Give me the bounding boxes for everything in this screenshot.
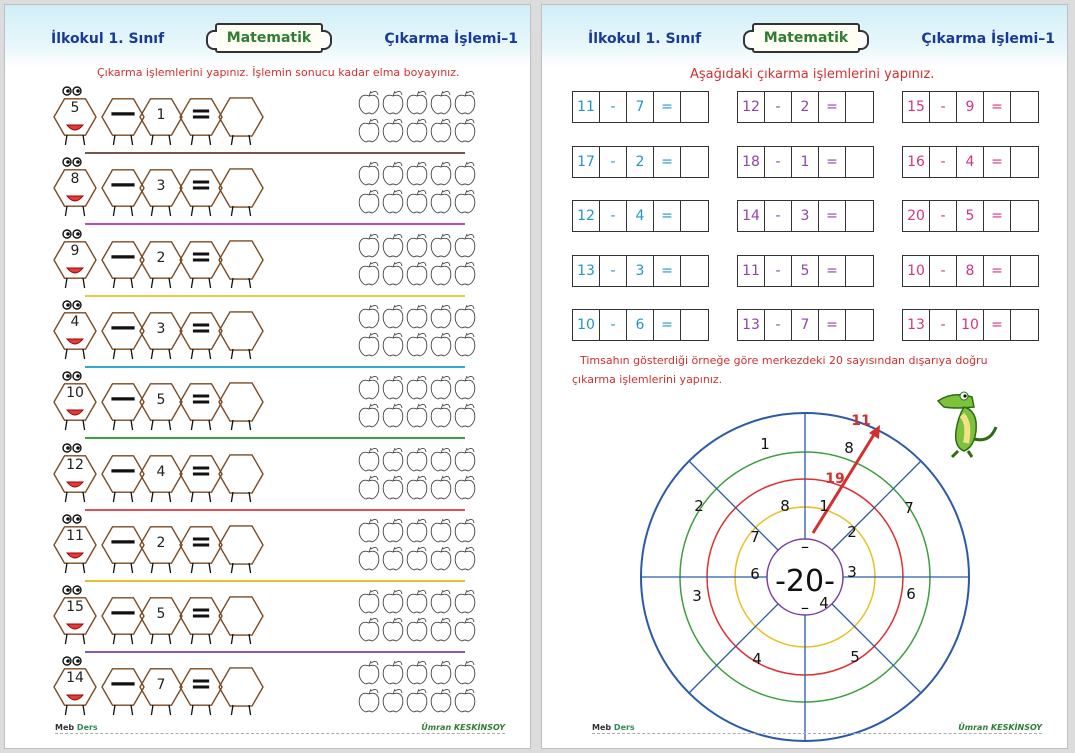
minus-sign: - xyxy=(765,147,792,177)
left-worksheet xyxy=(4,4,531,749)
equals-sign: = xyxy=(984,201,1011,231)
subtraction-box xyxy=(902,309,1039,341)
equals-sign: = xyxy=(654,92,681,122)
footer-brand: Meb Ders xyxy=(55,723,98,732)
subtraction-box xyxy=(572,255,709,287)
apple-group-icon xyxy=(357,588,477,644)
minus-sign: — xyxy=(110,597,136,628)
equals-sign: = xyxy=(190,99,212,129)
answer-cell[interactable] xyxy=(846,147,873,177)
minus-sign: - xyxy=(930,92,957,122)
equals-sign: = xyxy=(190,170,212,201)
inner-num: 3 xyxy=(847,563,857,581)
subject-label: Matematik xyxy=(215,23,323,53)
subtrahend: 4 xyxy=(627,201,654,231)
answer-cell[interactable] xyxy=(1011,310,1038,340)
ring-num: 7 xyxy=(904,499,914,517)
header-band xyxy=(5,5,530,67)
minus-sign: - xyxy=(765,92,792,122)
subtraction-box xyxy=(902,146,1039,178)
answer-cell[interactable] xyxy=(846,256,873,286)
apple-group-icon xyxy=(357,446,477,502)
apple-group-icon xyxy=(357,160,477,216)
answer-cell[interactable] xyxy=(681,310,708,340)
minuend: 5 xyxy=(70,100,80,116)
subtrahend: 5 xyxy=(156,392,166,409)
subtraction-box xyxy=(737,309,874,341)
exercise-row xyxy=(5,154,531,225)
instruction-text: Çıkarma işlemlerini yapınız. İşlemin sonucu kadar elma boyayınız. xyxy=(97,66,460,79)
grade-label: İlkokul 1. Sınıf xyxy=(588,31,702,47)
equals-sign: = xyxy=(984,147,1011,177)
instruction-wheel-line1: Timsahın gösterdiği örneğe göre merkezdeki 20 sayısından dışarıya doğru xyxy=(580,354,988,367)
equals-sign: = xyxy=(190,455,212,486)
answer-cell[interactable] xyxy=(1011,92,1038,122)
equals-sign: = xyxy=(984,256,1011,286)
equals-sign: = xyxy=(654,147,681,177)
exercise-row xyxy=(5,511,531,582)
answer-cell[interactable] xyxy=(681,201,708,231)
header-band xyxy=(542,5,1067,67)
equals-sign: = xyxy=(654,256,681,286)
answer-cell[interactable] xyxy=(1011,201,1038,231)
equals-sign: = xyxy=(654,201,681,231)
minuend: 13 xyxy=(738,310,765,340)
subtrahend: 4 xyxy=(156,463,166,480)
grade-label: İlkokul 1. Sınıf xyxy=(51,31,165,47)
subtrahend: 1 xyxy=(792,147,819,177)
subtrahend: 5 xyxy=(792,256,819,286)
minus-sign: — xyxy=(110,169,136,200)
minuend: 9 xyxy=(70,242,80,259)
exercise-row xyxy=(5,83,531,154)
subtraction-box xyxy=(737,91,874,123)
minuend: 20 xyxy=(903,201,930,231)
apple-group-icon xyxy=(357,232,477,288)
topic-label: Çıkarma İşlemi–1 xyxy=(921,31,1055,47)
minus-sign: - xyxy=(930,201,957,231)
answer-cell[interactable] xyxy=(1011,256,1038,286)
topic-label: Çıkarma İşlemi–1 xyxy=(384,31,518,47)
subtrahend: 1 xyxy=(156,107,166,123)
crocodile-icon xyxy=(934,387,1000,459)
instruction-wheel-line2: çıkarma işlemlerini yapınız. xyxy=(572,373,723,386)
minuend: 12 xyxy=(66,456,84,473)
minus-sign: - xyxy=(765,201,792,231)
ring-num: 5 xyxy=(850,648,860,666)
subtrahend: 7 xyxy=(627,92,654,122)
equals-sign: = xyxy=(190,384,212,415)
subtraction-wheel xyxy=(637,409,973,745)
subtraction-box xyxy=(572,91,709,123)
minuend: 12 xyxy=(573,201,600,231)
minuend: 18 xyxy=(738,147,765,177)
footer xyxy=(55,718,505,734)
minus-sign: - xyxy=(930,310,957,340)
exercise-row xyxy=(5,653,531,724)
minuend: 11 xyxy=(738,256,765,286)
inner-num: 6 xyxy=(750,565,760,583)
inner-num: 1 xyxy=(819,497,829,515)
subtrahend: 5 xyxy=(156,606,166,623)
exercise-row xyxy=(5,440,531,511)
answer-cell[interactable] xyxy=(1011,147,1038,177)
minuend: 10 xyxy=(573,310,600,340)
equals-sign: = xyxy=(190,241,212,272)
inner-num: 4 xyxy=(819,594,829,612)
apple-group-icon xyxy=(357,517,477,573)
subtrahend: 2 xyxy=(792,92,819,122)
minus-sign: - xyxy=(930,147,957,177)
ring-num: 3 xyxy=(692,587,702,605)
equals-sign: = xyxy=(819,310,846,340)
footer-author: Ümran KESKİNSOY xyxy=(421,723,505,732)
apple-group-icon xyxy=(357,303,477,359)
minuend: 14 xyxy=(66,670,84,687)
equals-sign: = xyxy=(819,256,846,286)
minuend: 10 xyxy=(66,385,84,402)
inner-num: 7 xyxy=(750,528,760,546)
minus-sign: - xyxy=(600,310,627,340)
minus-sign: — xyxy=(110,668,136,699)
subtraction-box xyxy=(902,200,1039,232)
subtrahend: 2 xyxy=(156,249,166,266)
apple-group-icon xyxy=(357,89,477,145)
minuend: 15 xyxy=(903,92,930,122)
subtrahend: 3 xyxy=(156,320,166,337)
subject-label: Matematik xyxy=(752,23,860,53)
answer-cell[interactable] xyxy=(681,256,708,286)
subtrahend: 8 xyxy=(957,256,984,286)
equals-sign: = xyxy=(984,92,1011,122)
minuend: 11 xyxy=(573,92,600,122)
example-middle: 19 xyxy=(825,471,845,487)
footer xyxy=(592,718,1042,734)
minuend: 4 xyxy=(70,313,80,330)
exercise-row xyxy=(5,582,531,653)
subtrahend: 6 xyxy=(627,310,654,340)
equals-sign: = xyxy=(819,201,846,231)
minuend: 16 xyxy=(903,147,930,177)
exercise-row xyxy=(5,297,531,368)
subtraction-box xyxy=(737,146,874,178)
subtraction-box xyxy=(572,146,709,178)
instruction-text: Aşağıdaki çıkarma işlemlerini yapınız. xyxy=(690,67,935,82)
minuend: 14 xyxy=(738,201,765,231)
minuend: 8 xyxy=(70,171,80,188)
example-outer: 11 xyxy=(851,413,871,429)
ring-num: 8 xyxy=(844,439,854,457)
minuend: 13 xyxy=(573,256,600,286)
apple-group-icon xyxy=(357,374,477,430)
minuend: 10 xyxy=(903,256,930,286)
equals-sign: = xyxy=(819,92,846,122)
minuend: 12 xyxy=(738,92,765,122)
subtraction-box xyxy=(572,200,709,232)
footer-author: Ümran KESKİNSOY xyxy=(958,723,1042,732)
subtrahend: 7 xyxy=(792,310,819,340)
minuend: 11 xyxy=(66,527,84,544)
equals-sign: = xyxy=(984,310,1011,340)
minus-sign: - xyxy=(765,256,792,286)
exercise-row xyxy=(5,368,531,439)
answer-cell[interactable] xyxy=(846,201,873,231)
ring-num: 6 xyxy=(906,585,916,603)
minus-sign: — xyxy=(110,454,136,485)
answer-cell[interactable] xyxy=(681,92,708,122)
equals-sign: = xyxy=(190,312,212,343)
minus-sign: — xyxy=(110,383,136,414)
equals-sign: = xyxy=(190,669,212,700)
right-worksheet xyxy=(541,4,1068,749)
equals-sign: = xyxy=(654,310,681,340)
minuend: 15 xyxy=(66,599,84,616)
minus-sign: - xyxy=(600,256,627,286)
minus-sign: - xyxy=(600,92,627,122)
apple-group-icon xyxy=(357,659,477,715)
minus-sign: - xyxy=(765,310,792,340)
subtrahend: 3 xyxy=(792,201,819,231)
subtraction-box xyxy=(737,255,874,287)
subtrahend: 2 xyxy=(627,147,654,177)
minuend: 13 xyxy=(903,310,930,340)
minus-sign: - xyxy=(930,256,957,286)
footer-brand: Meb Ders xyxy=(592,723,635,732)
inner-num: 8 xyxy=(780,497,790,515)
subtrahend: 7 xyxy=(156,677,166,694)
minuend: 17 xyxy=(573,147,600,177)
subtrahend: 10 xyxy=(957,310,984,340)
answer-cell[interactable] xyxy=(846,92,873,122)
subtrahend: 3 xyxy=(627,256,654,286)
answer-cell[interactable] xyxy=(846,310,873,340)
ring-num: 2 xyxy=(694,497,704,515)
minus-sign: — xyxy=(110,240,136,271)
subtrahend: 3 xyxy=(156,178,166,195)
minus-sign: — xyxy=(110,98,136,128)
subtraction-box xyxy=(572,309,709,341)
wheel-center-minus-top: – xyxy=(801,537,809,556)
minus-sign: — xyxy=(110,311,136,342)
exercise-row xyxy=(5,226,531,297)
subtrahend: 9 xyxy=(957,92,984,122)
inner-num: 2 xyxy=(847,523,857,541)
minus-sign: - xyxy=(600,147,627,177)
subtrahend: 5 xyxy=(957,201,984,231)
equals-sign: = xyxy=(190,598,212,629)
wheel-center-minus-bottom: – xyxy=(801,598,809,617)
minus-sign: - xyxy=(600,201,627,231)
subtraction-box xyxy=(902,255,1039,287)
wheel-center: -20- xyxy=(775,564,835,599)
equals-sign: = xyxy=(190,526,212,557)
subtrahend: 4 xyxy=(957,147,984,177)
equals-sign: = xyxy=(819,147,846,177)
ring-num: 4 xyxy=(752,650,762,668)
answer-cell[interactable] xyxy=(681,147,708,177)
subtrahend: 2 xyxy=(156,534,166,551)
subtraction-box xyxy=(902,91,1039,123)
ring-num: 1 xyxy=(760,435,770,453)
subtraction-box xyxy=(737,200,874,232)
minus-sign: — xyxy=(110,525,136,556)
